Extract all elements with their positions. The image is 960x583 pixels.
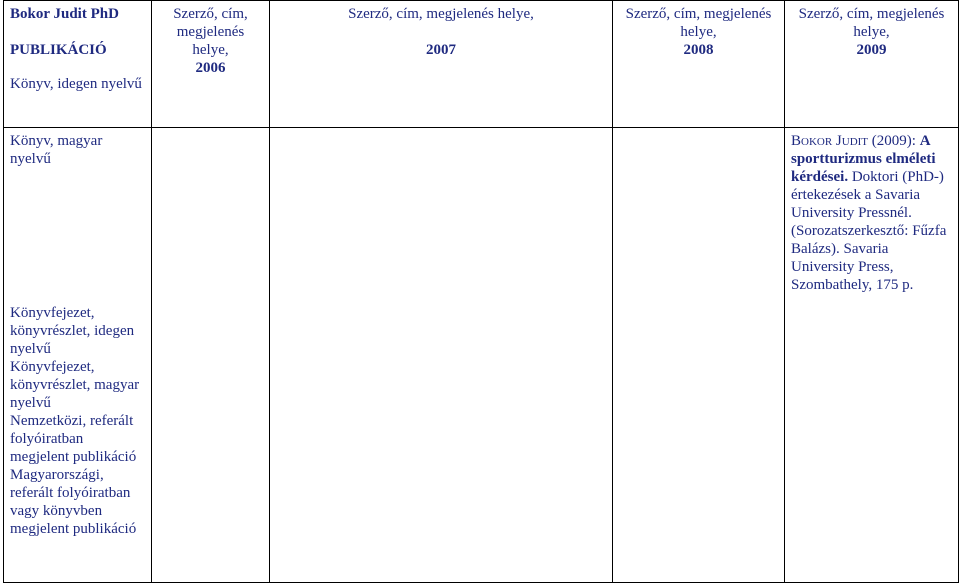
- category-book-hungarian: Könyv, magyar nyelvű: [10, 133, 103, 167]
- category-book-foreign: Könyv, idegen nyelvű: [10, 76, 142, 92]
- cell-2007: [270, 128, 613, 583]
- cell-2009: [785, 128, 959, 583]
- col-header-2006: [152, 1, 270, 128]
- cell-2008: [613, 128, 785, 583]
- entry-author: Bokor Judit: [791, 133, 869, 149]
- content-row: [4, 128, 959, 583]
- entry-year: (2009):: [871, 133, 916, 149]
- entry-details: Doktori (PhD-) értekezések a Savaria University Pressnél. (Sorozatszerkesztő: Fűzfa Balázs). Savaria University Press, Szombathely, 175 p.: [791, 169, 947, 293]
- col-header-2006-year: 2006: [195, 60, 226, 76]
- col-header-2009-year: 2009: [856, 42, 887, 58]
- header-row: [4, 1, 959, 128]
- col-header-2007: [270, 1, 613, 128]
- col-header-2008: [613, 1, 785, 128]
- col-header-2009: [785, 1, 959, 128]
- col-header-2009-label: Szerző, cím, megjelenés helye,: [798, 6, 945, 40]
- col-header-2007-year: 2007: [426, 42, 456, 58]
- col-header-2008-year: 2008: [683, 42, 714, 58]
- col-header-2007-label: Szerző, cím, megjelenés helye,: [348, 6, 534, 22]
- col-header-2006-label: Szerző, cím, megjelenés helye,: [173, 6, 248, 58]
- author-name: Bokor Judit PhD: [10, 6, 119, 22]
- category-chapter-foreign: Könyvfejezet, könyvrészlet, idegen nyelvű: [10, 305, 135, 357]
- publication-heading: PUBLIKÁCIÓ: [10, 42, 107, 58]
- entry-title: A sportturizmus elméleti kérdései.: [791, 133, 936, 185]
- category-cell: [4, 128, 152, 583]
- publication-table: [3, 0, 959, 583]
- category-intl-journal: Nemzetközi, referált folyóiratban megjelent publikáció: [10, 413, 137, 465]
- cell-2006: [152, 128, 270, 583]
- header-label-cell: [4, 1, 152, 128]
- category-hu-journal: Magyarországi, referált folyóiratban vagy könyvben megjelent publikáció: [10, 467, 137, 537]
- category-chapter-hungarian: Könyvfejezet, könyvrészlet, magyar nyelvű: [10, 359, 140, 411]
- col-header-2008-label: Szerző, cím, megjelenés helye,: [625, 6, 772, 40]
